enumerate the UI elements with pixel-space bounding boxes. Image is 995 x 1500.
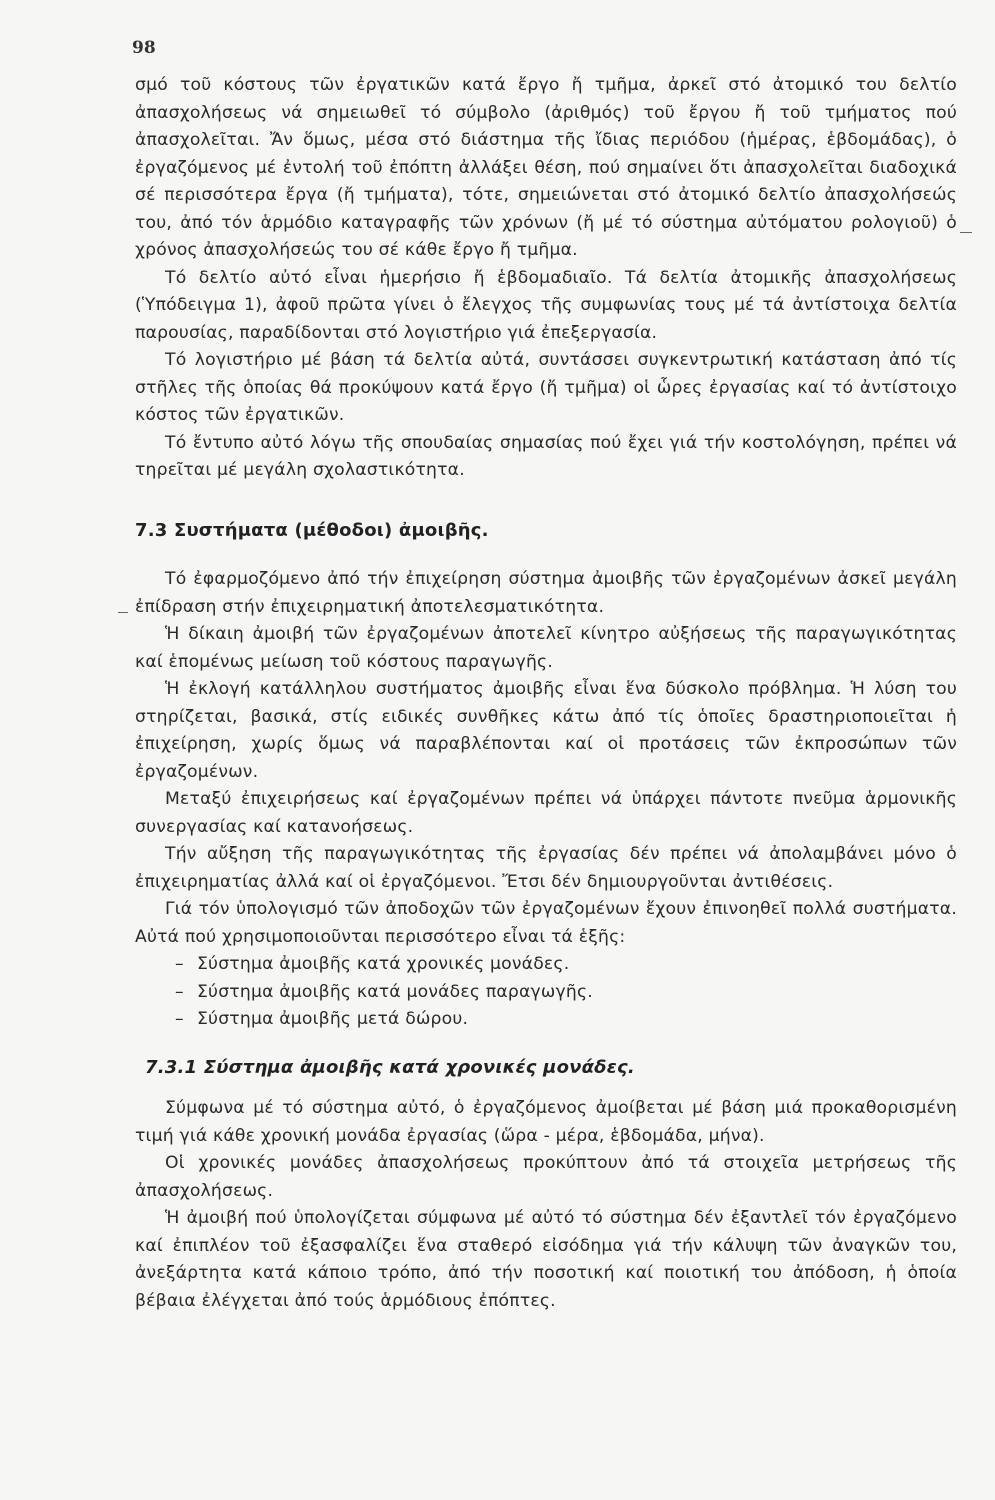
list-item: – Σύστημα ἀμοιβῆς κατά χρονικές μονάδες. <box>175 954 570 974</box>
paragraph: σμό τοῦ κόστους τῶν ἐργατικῶν κατά ἔργο ἤ τμῆμα, ἀρκεῖ στό ἀτομικό του δελτίο ἀπασχολήσεως νά σημειωθεῖ τό σύμβολο (ἀριθμός) τοῦ ἔργου ἤ τοῦ τμήματος πού ἀπασχολεῖται. Ἄν ὅμως, μέσα στό διάστημα τῆς ἴδιας περιόδου (ἡμέρας, ἑβδομάδας), ὁ ἐργαζόμενος μέ ἐντολή τοῦ ἐπόπτη ἀλλάξει θέση, πού σημαίνει ὅτι ἀπασχολεῖται διαδοχικά σέ περισσότερα ἔργα (ἤ τμήματα), τότε, σημειώνεται στό ἀτομικό δελτίο ἀπασχολήσεώς του, ἀπό τόν ἁρμόδιο καταγραφῆς τῶν χρόνων (ἤ μέ τό σύστημα αὐτόματου ρολογιοῦ) ὁ χρόνος ἀπασχολήσεώς του σέ κάθε ἔργο ἤ τμῆμα. <box>135 75 957 260</box>
paragraph: Ἡ ἀμοιβή πού ὑπολογίζεται σύμφωνα μέ αὐτό τό σύστημα δέν ἐξαντλεῖ τόν ἐργαζόμενο καί ἐπιπλέον τοῦ ἐξασφαλίζει ἕνα σταθερό εἰσόδημα γιά τήν κάλυψη τῶν ἀναγκῶν του, ἀνεξάρτητα κατά κάποιο τρόπο, ἀπό τήν ποσοτική καί ποιοτική του ἀπόδοση, ἡ ὁποία βέβαια ἐλέγχεται ἀπό τούς ἁρμόδιους ἐπόπτες. <box>135 1208 957 1311</box>
paragraph: Τό δελτίο αὐτό εἶναι ἡμερήσιο ἤ ἑβδομαδιαῖο. Τά δελτία ἀτομικῆς ἀπασχολήσεως (Ὑπόδειγμα 1), ἀφοῦ πρῶτα γίνει ὁ ἔλεγχος τῆς συμφωνίας τους μέ τά ἀντίστοιχα δελτία παρουσίας, παραδίδονται στό λογιστήριο γιά ἐπεξεργασία. <box>135 267 957 343</box>
paragraph: Τό λογιστήριο μέ βάση τά δελτία αὐτά, συντάσσει συγκεντρωτική κατάσταση ἀπό τίς στῆλες τῆς ὁποίας θά προκύψουν κατά ἔργο (ἤ τμῆμα) οἱ ὧρες ἐργασίας καί τό ἀντίστοιχο κόστος τῶν ἐργατικῶν. <box>135 350 957 425</box>
section-heading-7-3-1: 7.3.1 Σύστημα ἀμοιβῆς κατά χρονικές μονάδες. <box>145 1056 635 1078</box>
section-heading-7-3: 7.3 Συστήματα (μέθοδοι) ἀμοιβῆς. <box>135 519 489 541</box>
remuneration-systems-list <box>135 951 957 1034</box>
paragraph: Τήν αὔξηση τῆς παραγωγικότητας τῆς ἐργασίας δέν πρέπει νά ἀπολαμβάνει μόνο ὁ ἐπιχειρηματίας ἀλλά καί οἱ ἐργαζόμενοι. Ἔτσι δέν δημιουργοῦνται ἀντιθέσεις. <box>135 844 957 892</box>
margin-mark <box>960 232 972 233</box>
paragraph: Σύμφωνα μέ τό σύστημα αὐτό, ὁ ἐργαζόμενος ἀμοίβεται μέ βάση μιά προκαθορισμένη τιμή γιά κάθε χρονική μονάδα ἐργασίας (ὥρα - μέρα, ἑβδομάδα, μήνα). <box>135 1098 957 1146</box>
paragraph: Ἡ δίκαιη ἀμοιβή τῶν ἐργαζομένων ἀποτελεῖ κίνητρο αὐξήσεως τῆς παραγωγικότητας καί ἑπομένως μείωση τοῦ κόστους παραγωγῆς. <box>135 624 957 672</box>
paragraph: Μεταξύ ἐπιχειρήσεως καί ἐργαζομένων πρέπει νά ὑπάρχει πάντοτε πνεῦμα ἁρμονικῆς συνεργασίας καί κατανοήσεως. <box>135 789 957 837</box>
paragraph: Τό ἔντυπο αὐτό λόγω τῆς σπουδαίας σημασίας πού ἔχει γιά τήν κοστολόγηση, πρέπει νά τηρεῖται μέ μεγάλη σχολαστικότητα. <box>135 432 957 480</box>
list-item: – Σύστημα ἀμοιβῆς κατά μονάδες παραγωγῆς. <box>175 981 593 1002</box>
paragraph: Ἡ ἐκλογή κατάλληλου συστήματος ἀμοιβῆς εἶναι ἕνα δύσκολο πρόβλημα. Ἡ λύση του στηρίζεται, βασικά, στίς ειδικές συνθῆκες κάτω ἀπό τίς ὁποῖες δραστηριοποιεῖται ἡ ἐπιχείρηση, χωρίς ὅμως νά παραβλέπονται καί οἱ προτάσεις τῶν ἐκπροσώπων τῶν ἐργαζομένων. <box>135 679 957 782</box>
paragraph: Τό ἐφαρμοζόμενο ἀπό τήν ἐπιχείρηση σύστημα ἀμοιβῆς τῶν ἐργαζομένων ἀσκεῖ μεγάλη ἐπίδραση στήν ἐπιχειρηματική ἀποτελεσματικότητα. <box>135 569 957 617</box>
list-item: – Σύστημα ἀμοιβῆς μετά δώρου. <box>175 1009 469 1029</box>
margin-mark <box>118 612 128 613</box>
paragraph: Γιά τόν ὑπολογισμό τῶν ἀποδοχῶν τῶν ἐργαζομένων ἔχουν ἐπινοηθεῖ πολλά συστήματα. Αὐτά πού χρησιμοποιοῦνται περισσότερο εἶναι τά ἑξῆς: <box>135 899 957 947</box>
paragraph: Οἱ χρονικές μονάδες ἀπασχολήσεως προκύπτουν ἀπό τά στοιχεῖα μετρήσεως τῆς ἀπασχολήσεως. <box>135 1153 957 1201</box>
page-number: 98 <box>132 38 156 58</box>
page-body <box>135 72 957 1315</box>
